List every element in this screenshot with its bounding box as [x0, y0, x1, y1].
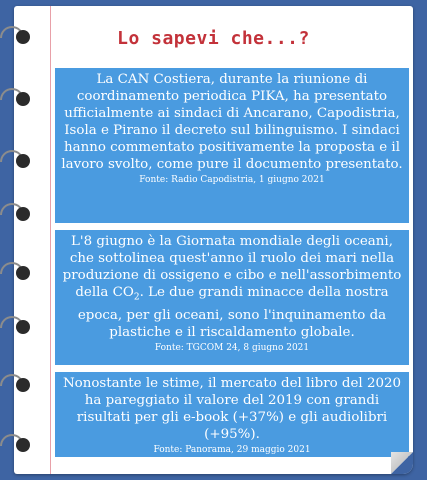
news-text-part: . Le due grandi minacce della nostra epoca, per gli oceani, sono l'inquinamento da plastiche e il riscaldamento globale. [77, 285, 389, 340]
news-text: La CAN Costiera, durante la riunione di coordinamento periodica PIKA, ha presentato ufficialmente ai sindaci di Ancarano, Capodistria, Isola e Pirano il decreto sul bilinguismo. I sindaci hanno commentato positivamente la proposta e il lavoro svolto, come pure il documento presentato. [61, 72, 403, 172]
news-source: Fonte: Radio Capodistria, 1 giugno 2021 [139, 175, 325, 185]
binding-ring [10, 26, 32, 48]
news-text: Nonostante le stime, il mercato del libro del 2020 ha pareggiato il valore del 2019 con grandi risultati per gli e-book (+37%) e gli audiolibri (+95%). [62, 376, 402, 442]
page-curl-fold [391, 452, 413, 474]
binding-ring [10, 374, 32, 396]
binding-ring [10, 316, 32, 338]
margin-line [50, 6, 51, 474]
news-source: Fonte: Panorama, 29 maggio 2021 [153, 445, 311, 455]
news-text-part: L'8 giugno è la Giornata mondiale degli oceani, che sottolinea quest'anno il ruolo dei mari nella produzione di ossigeno e cibo e nell'assorbimento della CO [62, 234, 402, 300]
binding-ring [10, 88, 32, 110]
binding-ring [10, 262, 32, 284]
news-card [55, 230, 409, 365]
binding-ring [10, 434, 32, 456]
news-text [61, 233, 403, 341]
notebook-page [14, 6, 413, 474]
page-title: Lo sapevi che...? [117, 28, 310, 49]
news-card [55, 68, 409, 223]
news-source: Fonte: TGCOM 24, 8 giugno 2021 [154, 342, 310, 353]
binding-ring [10, 203, 32, 225]
news-card [55, 372, 409, 457]
binding-ring [10, 150, 32, 172]
subscript: 2 [133, 292, 140, 303]
